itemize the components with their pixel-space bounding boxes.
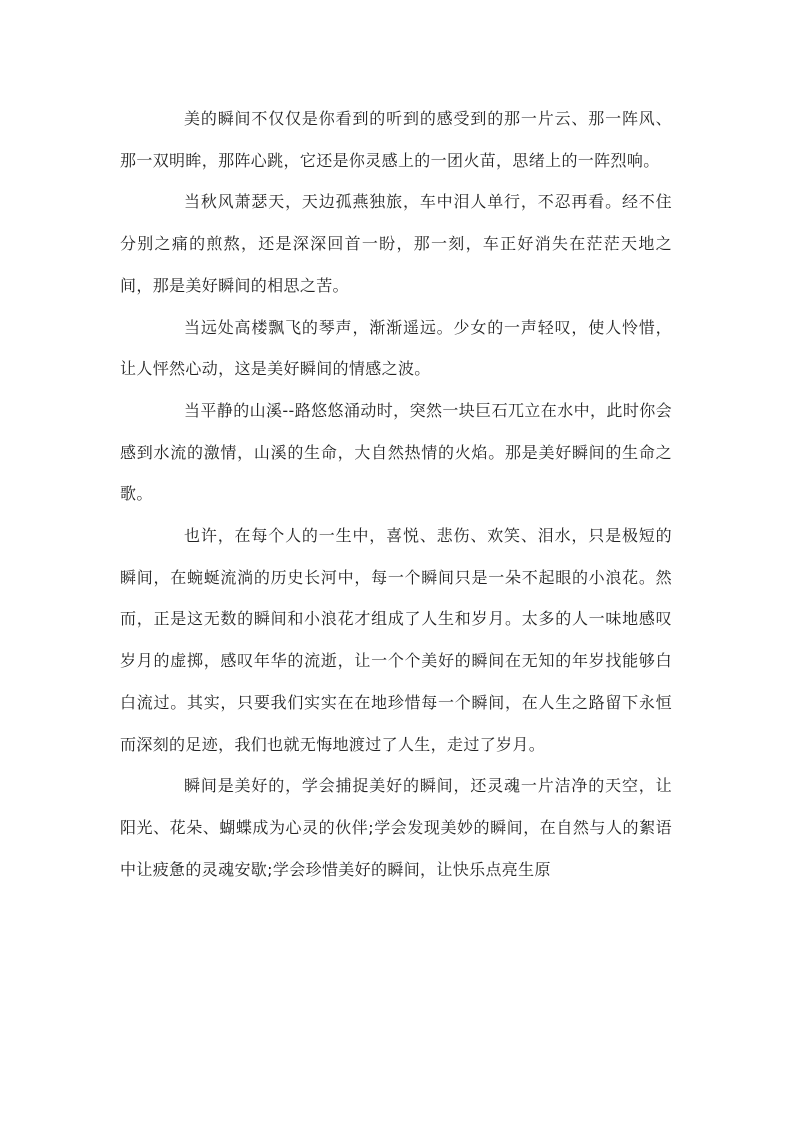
paragraph-5: 也许，在每个人的一生中，喜悦、悲伤、欢笑、泪水，只是极短的瞬间，在蜿蜒流淌的历史长河中，每一个瞬间只是一朵不起眼的小浪花。然而，正是这无数的瞬间和小浪花才组成了人生和岁月。太多的人一味地感叹岁月的虚掷，感叹年华的流逝，让一个个美好的瞬间在无知的年岁找能够白白流过。其实，只要我们实实在在地珍惜每一个瞬间，在人生之路留下永恒而深刻的足迹，我们也就无悔地渡过了人生，走过了岁月。 bbox=[120, 526, 672, 754]
paragraph-4: 当平静的山溪--路悠悠涌动时，突然一块巨石兀立在水中，此时你会感到水流的激情，山溪的生命，大自然热情的火焰。那是美好瞬间的生命之歌。 bbox=[120, 400, 672, 504]
essay-body bbox=[120, 98, 672, 890]
paragraph-1: 美的瞬间不仅仅是你看到的听到的感受到的那一片云、那一阵风、那一双明眸，那阵心跳，它还是你灵感上的一团火苗，思绪上的一阵烈响。 bbox=[120, 109, 672, 170]
paragraph-2: 当秋风萧瑟天，天边孤燕独旅，车中泪人单行，不忍再看。经不住分别之痛的煎熬，还是深深回首一盼，那一刻，车正好消失在茫茫天地之间，那是美好瞬间的相思之苦。 bbox=[120, 192, 672, 295]
paragraph-3: 当远处高楼飘飞的琴声，渐渐遥远。少女的一声轻叹，使人怜惜，让人怦然心动，这是美好瞬间的情感之波。 bbox=[120, 317, 672, 379]
paragraph-6: 瞬间是美好的，学会捕捉美好的瞬间，还灵魂一片洁净的天空，让阳光、花朵、蝴蝶成为心灵的伙伴;学会发现美妙的瞬间，在自然与人的絮语中让疲惫的灵魂安歇;学会珍惜美好的瞬间，让快乐点亮生原 bbox=[120, 776, 672, 879]
